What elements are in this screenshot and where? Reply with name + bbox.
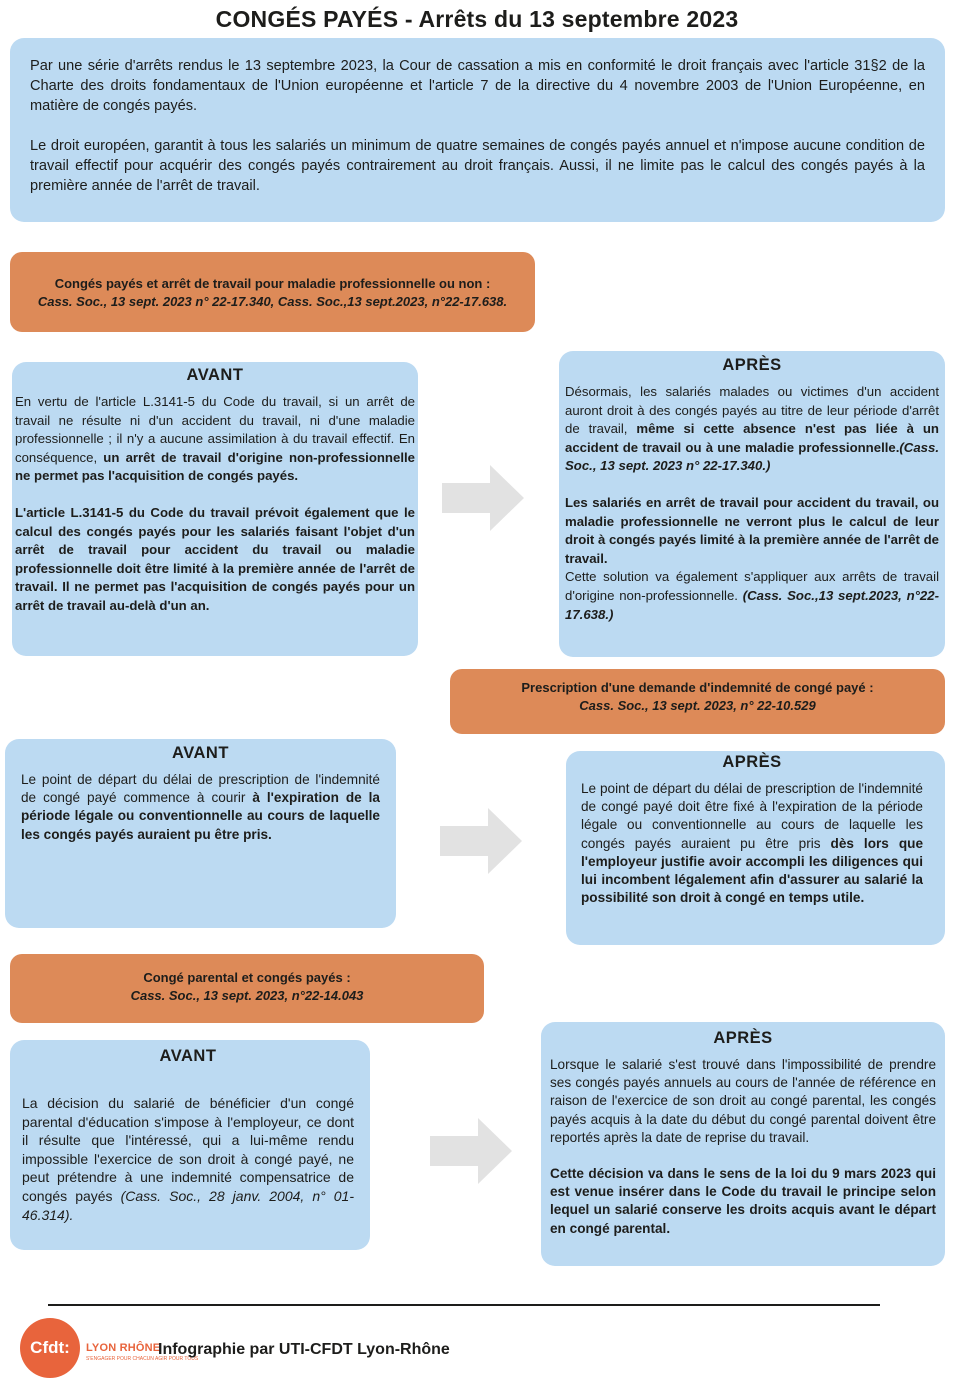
section-2-avant-bold: à l'expiration de la période légale ou conventionnelle au cours de laquelle les congés payés auraient pu être pris. — [21, 790, 380, 842]
section-3-ref: Cass. Soc., 13 sept. 2023, n°22-14.043 — [130, 988, 364, 1003]
section-3-heading: Congé parental et congés payés : — [143, 970, 351, 985]
section-1-heading-box — [10, 252, 535, 332]
section-1-avant-box — [12, 362, 418, 656]
section-1-ref: Cass. Soc., 13 sept. 2023 n° 22-17.340, Cass. Soc.,13 sept.2023, n°22-17.638. — [37, 294, 508, 309]
arrow-right-icon — [442, 465, 524, 531]
section-1-apres-text: Désormais, les salariés malades ou victimes d'un accident auront droit à des congés payés au titre de leur période d'arrêt de travail, — [565, 384, 939, 437]
section-2-avant-title: AVANT — [172, 744, 229, 762]
section-1-avant-text: En vertu de l'article L.3141-5 du Code du travail, si un arrêt de travail ne résulte ni d'un accident du travail, ni d'une maladie professionnelle ; il n'y a aucune assimilation à du travail effectif. En conséquence, — [15, 394, 415, 465]
section-2-apres-bold: dès lors que l'employeur justifie avoir accompli les diligences qui lui incombent légalement afin d'assurer au salarié la possibilité son droit à congé en temps utile. — [581, 835, 924, 906]
section-1-avant-bold-2: L'article L.3141-5 du Code du travail prévoit également que le calcul des congés payés pour les salariés faisant l'objet d'un arrêt de travail pour accident du travail ou maladie professionnelle doit être limité à la première année de l'arrêt de travail. Il ne permet pas l'acquisition de congés payés pour un arrêt de travail au-delà d'un an. — [15, 504, 415, 613]
section-3-avant-text: La décision du salarié de bénéficier d'un congé parental d'éducation s'impose à l'employeur, ce dont il résulte que l'intéressé, qui a lui-même rendu impossible l'exercice de son droit à congé payé, ne peut prétendre à une indemnité compensatrice de congés payés — [22, 1095, 354, 1204]
section-2-heading: Prescription d'une demande d'indemnité de congé payé : — [521, 680, 874, 695]
section-1-apres-box — [559, 351, 945, 657]
section-3-apres-box — [541, 1022, 945, 1266]
section-1-apres-ref-3: (Cass. Soc.,13 sept.2023, n°22-17.638.) — [565, 587, 939, 622]
section-3-apres-title: APRÈS — [713, 1029, 773, 1047]
section-1-apres-title: APRÈS — [722, 356, 782, 374]
section-2-avant-text: Le point de départ du délai de prescription de l'indemnité de congé payé commence à courir — [21, 772, 380, 806]
section-1-avant-bold: un arrêt de travail d'origine non-professionnelle ne permet pas l'acquisition de congés payés. — [15, 449, 415, 484]
section-1-avant-title: AVANT — [186, 366, 244, 384]
credit-text: Infographie par UTI-CFDT Lyon-Rhône — [158, 1341, 450, 1358]
section-3-heading-box — [10, 954, 484, 1023]
section-3-apres-text: Lorsque le salarié s'est trouvé dans l'impossibilité de prendre ses congés payés annuels au cours de l'année de référence en raison de l'exercice de son droit au congé parental, les congés payés acquis à la date du début du congé parental doivent être reportés après la date de reprise du travail. — [550, 1057, 936, 1145]
arrow-right-icon — [440, 808, 522, 874]
intro-paragraph-2: Le droit européen, garantit à tous les salariés un minimum de quatre semaines de congés payés annuel et n'impose aucune condition de travail effectif pour acquérir des congés payés contrairement au droit français. Aussi, il ne limite pas le calcul des congés payés à la première année de l'arrêt de travail. — [30, 138, 925, 194]
section-1-apres-text-3: Cette solution va également s'appliquer aux arrêts de travail d'origine non-professionnelle. — [565, 569, 939, 603]
section-3-avant-title: AVANT — [159, 1047, 217, 1065]
section-1-heading: Congés payés et arrêt de travail pour maladie professionnelle ou non : — [54, 276, 491, 291]
logo-tagline: S'ENGAGER POUR CHACUN AGIR POUR TOUS — [86, 1356, 199, 1362]
intro-paragraph-1: Par une série d'arrêts rendus le 13 septembre 2023, la Cour de cassation a mis en conformité le droit français avec l'article 31§2 de la Charte des droits fondamentaux de l'Union européenne et l'article 7 de la directive du 4 novembre 2003 de l'Union Européenne, en matière de congés payés. — [30, 58, 925, 114]
section-1-apres-bold: même si cette absence n'est pas liée à un accident de travail ou à une maladie professionnelle. — [565, 421, 939, 455]
section-2-apres-title: APRÈS — [722, 753, 782, 771]
section-3-apres-bold: Cette décision va dans le sens de la loi du 9 mars 2023 qui est venue insérer dans le Code du travail le principe selon lequel un salarié conserve les droits acquis avant le départ en congé parental. — [550, 1166, 936, 1236]
cfdt-logo: Cfdt: — [20, 1318, 80, 1378]
footer-divider — [48, 1304, 880, 1306]
section-2-heading-box — [450, 669, 945, 734]
section-2-apres-text: Le point de départ du délai de prescription de l'indemnité de congé payé doit être fixé à l'expiration de la période légale ou conventionnelle au cours de laquelle les congés payés auraient pu être pris — [581, 781, 923, 851]
arrow-right-icon — [430, 1118, 512, 1184]
intro-box — [10, 38, 945, 222]
section-1-apres-bold-2: Les salariés en arrêt de travail pour accident du travail, ou maladie professionnelle ne verront plus le calcul de leur droit à congés payés limité à la première année de l'arrêt de travail. — [565, 494, 940, 566]
section-3-avant-ref: (Cass. Soc., 28 janv. 2004, n° 01-46.314). — [22, 1187, 354, 1223]
section-2-ref: Cass. Soc., 13 sept. 2023, n° 22-10.529 — [579, 698, 816, 713]
page-title: CONGÉS PAYÉS - Arrêts du 13 septembre 2023 — [215, 6, 739, 32]
section-1-apres-ref: (Cass. Soc., 13 sept. 2023 n° 22-17.340.) — [565, 439, 939, 474]
section-2-apres-box — [566, 751, 945, 945]
section-2-avant-box — [5, 739, 396, 928]
section-3-avant-box — [10, 1040, 370, 1250]
logo-side-label: LYON RHÔNE — [86, 1342, 161, 1354]
